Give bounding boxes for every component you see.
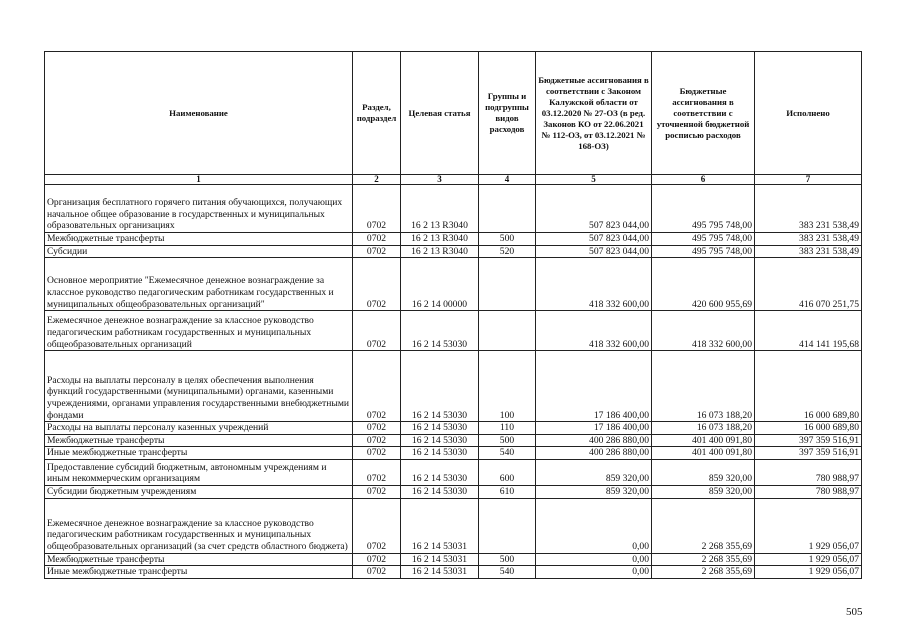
table-row xyxy=(45,233,862,246)
row-group: 540 xyxy=(479,447,536,460)
row-group: 520 xyxy=(479,245,536,258)
row-section: 0702 xyxy=(353,553,401,566)
row-group xyxy=(479,185,536,233)
row-name: Межбюджетные трансферты xyxy=(45,553,353,566)
column-header-plan: Бюджетные ассигнования в соответствии с уточненной бюджетной росписью расходов xyxy=(652,52,755,175)
row-target: 16 2 14 53031 xyxy=(401,553,479,566)
row-target: 16 2 14 53030 xyxy=(401,422,479,435)
table-row xyxy=(45,498,862,553)
row-law-amount: 418 332 600,00 xyxy=(536,258,652,311)
row-law-amount: 0,00 xyxy=(536,498,652,553)
row-executed-amount: 383 231 538,49 xyxy=(755,185,862,233)
row-plan-amount: 16 073 188,20 xyxy=(652,422,755,435)
column-number-plan: 6 xyxy=(652,175,755,185)
row-plan-amount: 420 600 955,69 xyxy=(652,258,755,311)
row-target: 16 2 14 53030 xyxy=(401,485,479,498)
column-header-group: Группы и подгруппы видов расходов xyxy=(479,52,536,175)
row-name: Субсидии бюджетным учреждениям xyxy=(45,485,353,498)
budget-table-sheet xyxy=(44,51,862,579)
column-header-law: Бюджетные ассигнования в соответствии с Законом Калужской области от 03.12.2020 № 27-ОЗ (в ред. Законов КО от 22.06.2021 № 112-ОЗ, от 03.12.2021 № 168-ОЗ) xyxy=(536,52,652,175)
row-group: 100 xyxy=(479,351,536,422)
column-number-target: 3 xyxy=(401,175,479,185)
column-number-row xyxy=(45,175,862,185)
row-executed-amount: 397 359 516,91 xyxy=(755,447,862,460)
row-section: 0702 xyxy=(353,459,401,485)
row-executed-amount: 16 000 689,80 xyxy=(755,351,862,422)
table-row xyxy=(45,258,862,311)
row-target: 16 2 14 53030 xyxy=(401,447,479,460)
row-executed-amount: 780 988,97 xyxy=(755,459,862,485)
row-target: 16 2 14 53031 xyxy=(401,566,479,579)
row-section: 0702 xyxy=(353,566,401,579)
row-plan-amount: 859 320,00 xyxy=(652,459,755,485)
row-group: 540 xyxy=(479,566,536,579)
row-executed-amount: 1 929 056,07 xyxy=(755,566,862,579)
column-header-target: Целевая статья xyxy=(401,52,479,175)
row-name: Субсидии xyxy=(45,245,353,258)
row-law-amount: 17 186 400,00 xyxy=(536,351,652,422)
row-group: 500 xyxy=(479,434,536,447)
row-law-amount: 507 823 044,00 xyxy=(536,233,652,246)
row-name: Ежемесячное денежное вознаграждение за классное руководство педагогическим работникам государственных и муниципальных общеобразовательных организаций (за счет средств областного бюджета) xyxy=(45,498,353,553)
row-plan-amount: 401 400 091,80 xyxy=(652,447,755,460)
row-plan-amount: 418 332 600,00 xyxy=(652,311,755,351)
row-section: 0702 xyxy=(353,485,401,498)
row-executed-amount: 383 231 538,49 xyxy=(755,245,862,258)
row-plan-amount: 495 795 748,00 xyxy=(652,233,755,246)
row-name: Предоставление субсидий бюджетным, автономным учреждениям и иным некоммерческим организациям xyxy=(45,459,353,485)
table-row xyxy=(45,422,862,435)
table-row xyxy=(45,566,862,579)
row-group: 500 xyxy=(479,553,536,566)
row-target: 16 2 13 R3040 xyxy=(401,185,479,233)
row-law-amount: 400 286 880,00 xyxy=(536,434,652,447)
row-group xyxy=(479,498,536,553)
row-plan-amount: 859 320,00 xyxy=(652,485,755,498)
row-target: 16 2 14 53031 xyxy=(401,498,479,553)
row-plan-amount: 495 795 748,00 xyxy=(652,185,755,233)
row-target: 16 2 14 53030 xyxy=(401,311,479,351)
column-number-group: 4 xyxy=(479,175,536,185)
row-name: Иные межбюджетные трансферты xyxy=(45,447,353,460)
column-number-section: 2 xyxy=(353,175,401,185)
row-section: 0702 xyxy=(353,311,401,351)
row-plan-amount: 16 073 188,20 xyxy=(652,351,755,422)
row-name: Межбюджетные трансферты xyxy=(45,434,353,447)
row-law-amount: 400 286 880,00 xyxy=(536,447,652,460)
row-group: 500 xyxy=(479,233,536,246)
column-number-name: 1 xyxy=(45,175,353,185)
row-target: 16 2 14 53030 xyxy=(401,351,479,422)
row-law-amount: 507 823 044,00 xyxy=(536,245,652,258)
row-section: 0702 xyxy=(353,185,401,233)
row-section: 0702 xyxy=(353,447,401,460)
row-group: 610 xyxy=(479,485,536,498)
row-section: 0702 xyxy=(353,233,401,246)
row-name: Иные межбюджетные трансферты xyxy=(45,566,353,579)
row-law-amount: 418 332 600,00 xyxy=(536,311,652,351)
row-executed-amount: 383 231 538,49 xyxy=(755,233,862,246)
table-row xyxy=(45,434,862,447)
row-name: Расходы на выплаты персоналу в целях обеспечения выполнения функций государственными (муниципальными) органами, казенными учреждениями, органами управления государственными внебюджетными фондами xyxy=(45,351,353,422)
row-executed-amount: 416 070 251,75 xyxy=(755,258,862,311)
column-number-done: 7 xyxy=(755,175,862,185)
row-group: 600 xyxy=(479,459,536,485)
row-section: 0702 xyxy=(353,351,401,422)
row-target: 16 2 14 53030 xyxy=(401,434,479,447)
table-row xyxy=(45,485,862,498)
table-row xyxy=(45,245,862,258)
row-plan-amount: 401 400 091,80 xyxy=(652,434,755,447)
table-row xyxy=(45,185,862,233)
row-executed-amount: 16 000 689,80 xyxy=(755,422,862,435)
row-name: Организация бесплатного горячего питания обучающихся, получающих начальное общее образование в государственных и муниципальных образовательных организациях xyxy=(45,185,353,233)
row-executed-amount: 1 929 056,07 xyxy=(755,498,862,553)
column-number-law: 5 xyxy=(536,175,652,185)
page-number: 505 xyxy=(846,606,863,618)
table-body xyxy=(45,185,862,579)
row-law-amount: 859 320,00 xyxy=(536,459,652,485)
table-row xyxy=(45,447,862,460)
row-name: Ежемесячное денежное вознаграждение за классное руководство педагогическим работникам государственных и муниципальных общеобразовательных организаций xyxy=(45,311,353,351)
header-row xyxy=(45,52,862,175)
column-header-section: Раздел, подраздел xyxy=(353,52,401,175)
row-target: 16 2 14 53030 xyxy=(401,459,479,485)
row-plan-amount: 2 268 355,69 xyxy=(652,566,755,579)
row-section: 0702 xyxy=(353,422,401,435)
row-group xyxy=(479,311,536,351)
row-section: 0702 xyxy=(353,434,401,447)
column-header-name: Наименование xyxy=(45,52,353,175)
column-header-done: Исполнено xyxy=(755,52,862,175)
row-section: 0702 xyxy=(353,245,401,258)
row-executed-amount: 397 359 516,91 xyxy=(755,434,862,447)
row-plan-amount: 495 795 748,00 xyxy=(652,245,755,258)
row-name: Основное мероприятие "Ежемесячное денежное вознаграждение за классное руководство педагогическим работникам государственных и муниципальных общеобразовательных организаций" xyxy=(45,258,353,311)
row-law-amount: 859 320,00 xyxy=(536,485,652,498)
row-target: 16 2 13 R3040 xyxy=(401,245,479,258)
table-row xyxy=(45,311,862,351)
row-target: 16 2 13 R3040 xyxy=(401,233,479,246)
row-name: Межбюджетные трансферты xyxy=(45,233,353,246)
row-law-amount: 0,00 xyxy=(536,553,652,566)
row-law-amount: 17 186 400,00 xyxy=(536,422,652,435)
row-section: 0702 xyxy=(353,258,401,311)
row-executed-amount: 780 988,97 xyxy=(755,485,862,498)
row-name: Расходы на выплаты персоналу казенных учреждений xyxy=(45,422,353,435)
row-section: 0702 xyxy=(353,498,401,553)
row-law-amount: 0,00 xyxy=(536,566,652,579)
row-executed-amount: 414 141 195,68 xyxy=(755,311,862,351)
row-plan-amount: 2 268 355,69 xyxy=(652,553,755,566)
table-row xyxy=(45,553,862,566)
row-law-amount: 507 823 044,00 xyxy=(536,185,652,233)
row-group: 110 xyxy=(479,422,536,435)
table-row xyxy=(45,459,862,485)
row-plan-amount: 2 268 355,69 xyxy=(652,498,755,553)
table-row xyxy=(45,351,862,422)
row-executed-amount: 1 929 056,07 xyxy=(755,553,862,566)
row-target: 16 2 14 00000 xyxy=(401,258,479,311)
row-group xyxy=(479,258,536,311)
budget-table xyxy=(44,51,862,579)
